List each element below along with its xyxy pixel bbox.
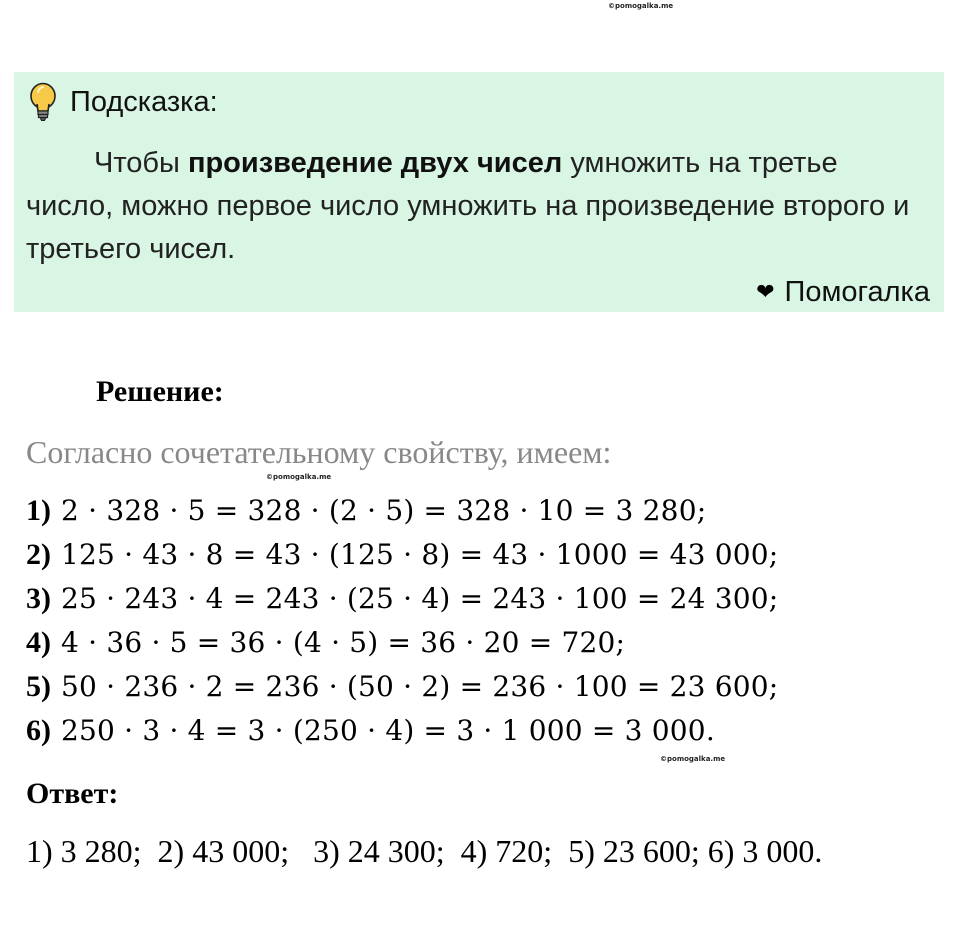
hint-header (28, 82, 218, 122)
hint-title: Подсказка: (70, 86, 218, 118)
hint-signature (756, 274, 930, 310)
answer-heading: Ответ: (26, 777, 119, 810)
watermark: ©pomogalka.me (660, 755, 726, 763)
answer-text: 1) 3 280; 2) 43 000; 3) 24 300; 4) 720; 5) 23 600; 6) 3 000. (26, 833, 823, 869)
step-number: 5) (26, 670, 51, 703)
solution-step (26, 621, 778, 665)
step-expression: 125 · 43 · 8 = 43 · (125 · 8) = 43 · 1000 = 43 000; (61, 538, 779, 571)
step-number: 4) (26, 626, 51, 659)
step-number: 1) (26, 494, 51, 527)
hint-text-start: Чтобы (94, 147, 188, 179)
hint-text-end: умножить на третье число, можно первое число умножить на произведение второго и третьего чисел. (26, 147, 910, 265)
solution-step (26, 665, 778, 709)
heart-icon: ❤ (756, 279, 775, 304)
solution-step (26, 577, 778, 621)
step-number: 6) (26, 714, 51, 747)
step-number: 2) (26, 538, 51, 571)
step-number: 3) (26, 582, 51, 615)
signature-text: Помогалка (784, 276, 930, 308)
hint-text (26, 142, 926, 271)
solution-steps (26, 489, 778, 753)
hint-box (14, 72, 944, 312)
step-expression: 250 · 3 · 4 = 3 · (250 · 4) = 3 · 1 000 = 3 000. (61, 714, 715, 747)
solution-step (26, 709, 778, 753)
lightbulb-icon (28, 82, 58, 122)
step-expression: 25 · 243 · 4 = 243 · (25 · 4) = 243 · 100 = 24 300; (61, 582, 779, 615)
solution-heading: Решение: (96, 375, 224, 408)
step-expression: 2 · 328 · 5 = 328 · (2 · 5) = 328 · 10 = 3 280; (61, 494, 707, 527)
step-expression: 50 · 236 · 2 = 236 · (50 · 2) = 236 · 100 = 23 600; (61, 670, 779, 703)
solution-intro: Согласно сочетательному свойству, имеем: (26, 434, 612, 470)
solution-step (26, 489, 778, 533)
hint-text-bold: произведение двух чисел (187, 147, 563, 179)
solution-step (26, 533, 778, 577)
watermark: ©pomogalka.me (608, 2, 674, 10)
step-expression: 4 · 36 · 5 = 36 · (4 · 5) = 36 · 20 = 720; (61, 626, 626, 659)
watermark: ©pomogalka.me (266, 473, 332, 481)
